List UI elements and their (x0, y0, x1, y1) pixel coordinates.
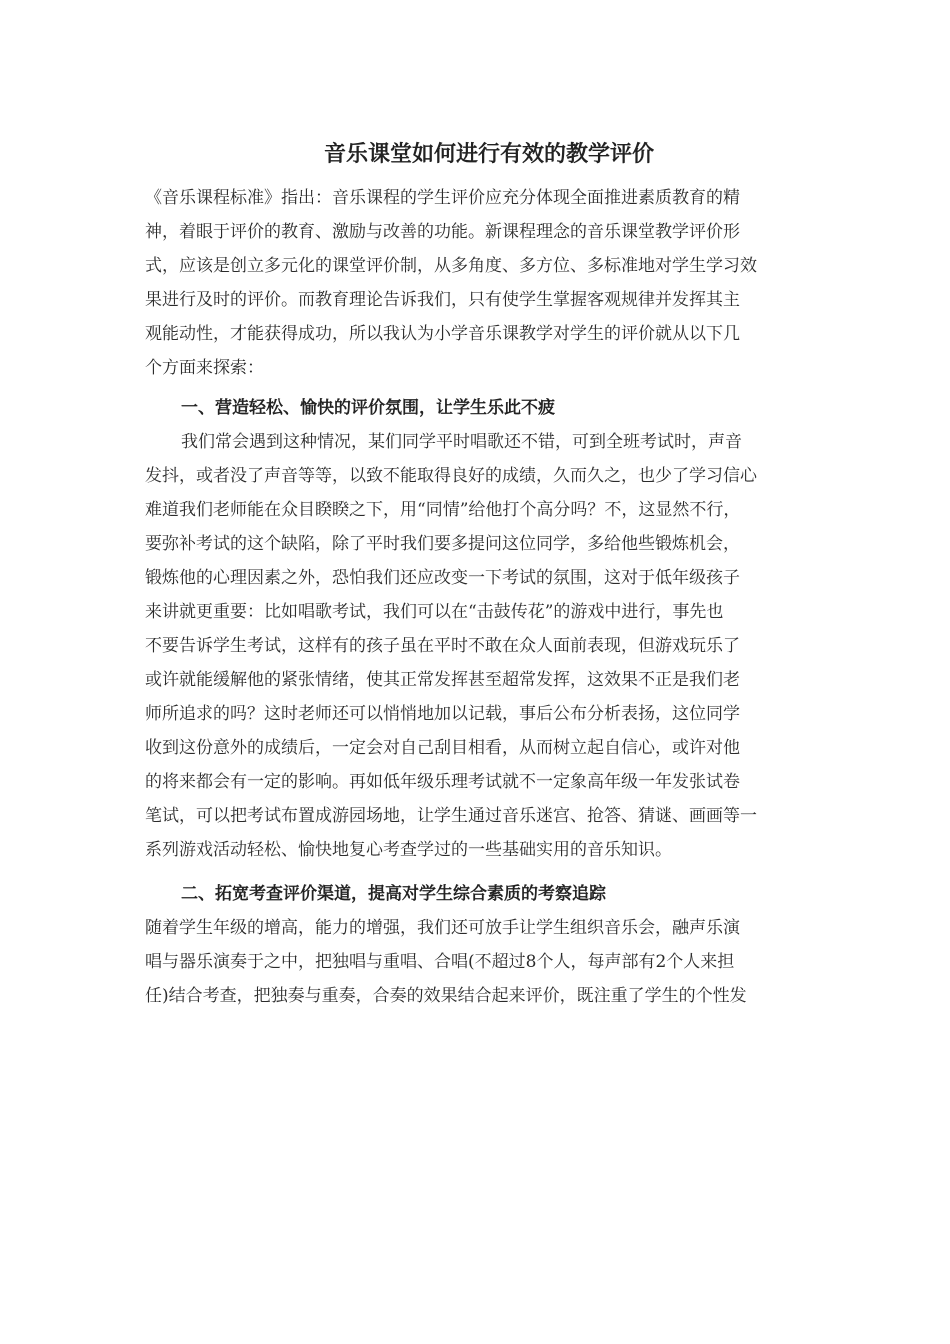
intro-line: 个方面来探索： (145, 358, 264, 378)
document-body (145, 137, 825, 1013)
section-1-line: 难道我们老师能在众目睽睽之下，用“同情”给他打个高分吗？不，这显然不行， (145, 500, 741, 520)
section-1-line: 锻炼他的心理因素之外，恐怕我们还应改变一下考试的氛围，这对于低年级孩子 (145, 568, 740, 588)
section-1-line: 发抖，或者没了声音等等，以致不能取得良好的成绩，久而久之，也少了学习信心 (145, 466, 757, 486)
intro-line: 果进行及时的评价。而教育理论告诉我们，只有使学生掌握客观规律并发挥其主 (145, 290, 740, 310)
section-1-line: 要弥补考试的这个缺陷，除了平时我们要多提问这位同学，多给他些锻炼机会， (145, 534, 740, 554)
section-1-line: 笔试，可以把考试布置成游园场地，让学生通过音乐迷宫、抢答、猜谜、画画等一 (145, 806, 757, 826)
section-1-line: 收到这份意外的成绩后，一定会对自己刮目相看，从而树立起自信心，或许对他 (145, 738, 740, 758)
section-1-line: 师所追求的吗？这时老师还可以悄悄地加以记载，事后公布分析表扬，这位同学 (145, 704, 740, 724)
section-2-line: 任)结合考查，把独奏与重奏，合奏的效果结合起来评价，既注重了学生的个性发 (145, 986, 747, 1006)
intro-line: 《音乐课程标准》指出：音乐课程的学生评价应充分体现全面推进素质教育的精 (145, 188, 740, 208)
intro-line: 神，着眼于评价的教育、激励与改善的功能。新课程理念的音乐课堂教学评价形 (145, 222, 740, 242)
section-1-heading: 一、营造轻松、愉快的评价氛围，让学生乐此不疲 (181, 398, 555, 418)
section-2-line: 唱与器乐演奏于之中，把独唱与重唱、合唱(不超过8个人，每声部有2个人来担 (145, 952, 735, 972)
section-1-line: 的将来都会有一定的影响。再如低年级乐理考试就不一定象高年级一年发张试卷 (145, 772, 740, 792)
section-1-line: 我们常会遇到这种情况，某们同学平时唱歌还不错，可到全班考试时，声音 (181, 432, 742, 452)
section-2-heading: 二、拓宽考查评价渠道，提高对学生综合素质的考察追踪 (181, 884, 606, 904)
section-1-line: 来讲就更重要：比如唱歌考试，我们可以在“击鼓传花”的游戏中进行，事先也 (145, 602, 724, 622)
intro-line: 观能动性，才能获得成功，所以我认为小学音乐课教学对学生的评价就从以下几 (145, 324, 740, 344)
section-2-line: 随着学生年级的增高，能力的增强，我们还可放手让学生组织音乐会，融声乐演 (145, 918, 740, 938)
section-1-line: 系列游戏活动轻松、愉快地复心考查学过的一些基础实用的音乐知识。 (145, 840, 672, 860)
section-2-paragraph (145, 911, 825, 1013)
intro-line: 式，应该是创立多元化的课堂评价制，从多角度、多方位、多标准地对学生学习效 (145, 256, 757, 276)
document-title: 音乐课堂如何进行有效的教学评价 (323, 141, 654, 167)
intro-paragraph (145, 181, 825, 385)
section-1-paragraph (145, 425, 825, 867)
section-1-line: 或许就能缓解他的紧张情绪，使其正常发挥甚至超常发挥，这效果不正是我们老 (145, 670, 740, 690)
section-1-line: 不要告诉学生考试，这样有的孩子虽在平时不敢在众人面前表现，但游戏玩乐了 (145, 636, 740, 656)
section-spacer (145, 867, 825, 871)
